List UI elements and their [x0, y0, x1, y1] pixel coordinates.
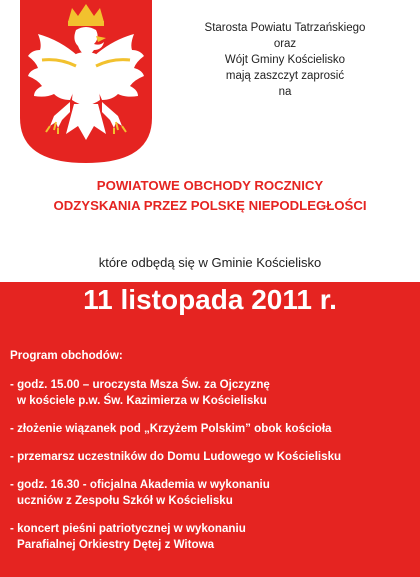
inviter-line: na: [278, 86, 292, 98]
event-venue: które odbędą się w Gminie Kościelisko: [98, 255, 322, 270]
inviter-line: oraz: [273, 38, 297, 50]
white-eagle-emblem-icon: [20, 0, 152, 163]
inviter-line: Wójt Gminy Kościelisko: [224, 54, 346, 66]
inviter-line: mają zaszczyt zaprosić: [225, 70, 345, 82]
program-item-line: w kościele p.w. Św. Kazimierza w Kościelisku: [17, 394, 267, 407]
event-title: [0, 176, 420, 216]
program-item: [10, 377, 415, 409]
program-item-line: - przemarsz uczestników do Domu Ludowego w Kościelisku: [10, 450, 342, 463]
white-top-section: [0, 0, 420, 282]
program-item: [10, 449, 415, 465]
program-item: [10, 521, 415, 553]
inviter-line: Starosta Powiatu Tatrzańskiego: [204, 22, 366, 34]
program-item-line: - godz. 16.30 - oficjalna Akademia w wykonaniu: [10, 478, 270, 491]
program-item: [10, 421, 415, 437]
event-title-line: ODZYSKANIA PRZEZ POLSKĘ NIEPODLEGŁOŚCI: [53, 198, 367, 213]
program-heading: Program obchodów:: [10, 349, 123, 362]
inviters-block: [170, 20, 400, 100]
program-list: [10, 348, 415, 565]
program-item-line: - koncert pieśni patriotycznej w wykonaniu: [10, 522, 246, 535]
program-item: [10, 477, 415, 509]
program-item-line: Parafialnej Orkiestry Dętej z Witowa: [17, 538, 215, 551]
program-item-line: uczniów z Zespołu Szkół w Kościelisku: [17, 494, 233, 507]
event-title-line: POWIATOWE OBCHODY ROCZNICY: [96, 178, 324, 193]
program-item-line: - złożenie wiązanek pod „Krzyżem Polskim” obok kościoła: [10, 422, 332, 435]
program-item-line: - godz. 15.00 – uroczysta Msza Św. za Ojczyznę: [10, 378, 270, 391]
event-date: 11 listopada 2011 r.: [83, 284, 337, 315]
